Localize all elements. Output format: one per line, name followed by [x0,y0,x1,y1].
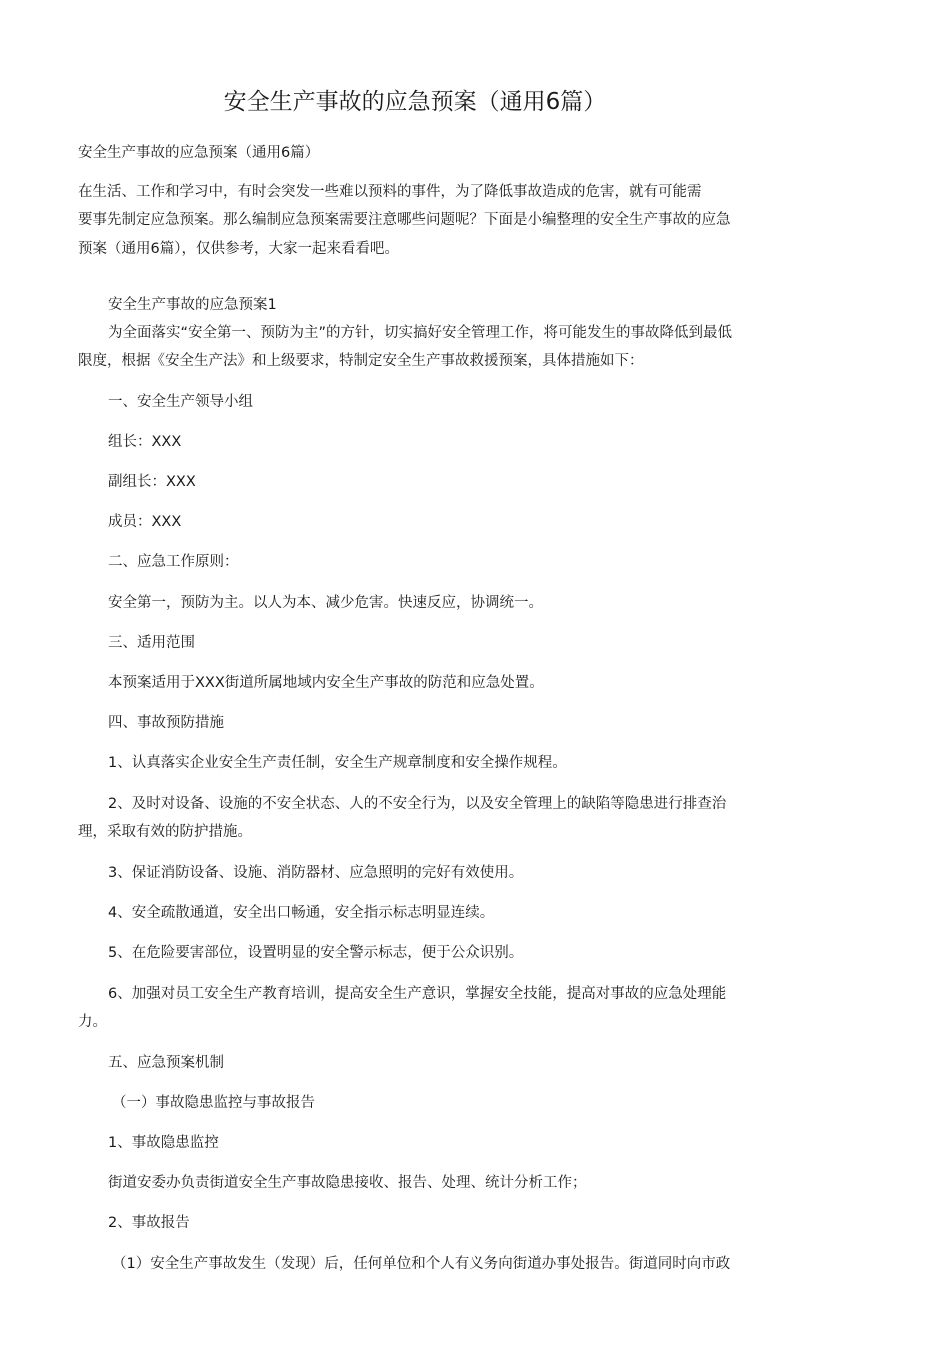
monitoring-text: 街道安委办负责街道安全生产事故隐患接收、报告、处理、统计分析工作； [108,1175,587,1191]
measure-6-line-1: 6、加强对员工安全生产教育培训，提高安全生产意识，掌握安全技能，提高对事故的应急处理能 [108,986,727,1002]
subheading-monitoring: （一）事故隐患监控与事故报告 [112,1095,315,1111]
heading-prevention: 四、事故预防措施 [108,715,224,731]
measure-2-line-2: 理，采取有效的防护措施。 [78,824,252,840]
item-monitoring: 1、事故隐患监控 [108,1135,219,1151]
intro-line-2: 要事先制定应急预案。那么编制应急预案需要注意哪些问题呢？下面是小编整理的安全生产事故的应急 [78,212,731,228]
measure-2-line-1: 2、及时对设备、设施的不安全状态、人的不安全行为，以及安全管理上的缺陷等隐患进行排查治 [108,796,727,812]
section-intro-line-1: 为全面落实“安全第一、预防为主”的方针，切实搞好安全管理工作，将可能发生的事故降低到最低 [108,325,733,341]
document-subtitle: 安全生产事故的应急预案（通用6篇） [78,145,320,161]
section-intro-line-2: 限度，根据《安全生产法》和上级要求，特制定安全生产事故救援预案，具体措施如下： [78,353,644,369]
principles-text: 安全第一，预防为主。以人为本、减少危害。快速反应，协调统一。 [108,595,543,611]
measure-3: 3、保证消防设备、设施、消防器材、应急照明的完好有效使用。 [108,865,524,881]
leader-line: 组长：XXX [108,434,182,450]
measure-6-line-2: 力。 [78,1014,107,1030]
intro-line-3: 预案（通用6篇），仅供参考，大家一起来看看吧。 [78,241,399,257]
measure-5: 5、在危险要害部位，设置明显的安全警示标志，便于公众识别。 [108,945,524,961]
item-report: 2、事故报告 [108,1215,190,1231]
measure-4: 4、安全疏散通道，安全出口畅通，安全指示标志明显连续。 [108,905,495,921]
scope-text: 本预案适用于XXX街道所属地域内安全生产事故的防范和应急处置。 [108,675,544,691]
section-heading: 安全生产事故的应急预案1 [108,297,277,313]
members-line: 成员：XXX [108,514,182,530]
document-title: 安全生产事故的应急预案（通用6篇） [223,89,607,115]
report-text: （1）安全生产事故发生（发现）后，任何单位和个人有义务向街道办事处报告。街道同时向市政 [112,1256,731,1272]
intro-line-1: 在生活、工作和学习中，有时会突发一些难以预料的事件，为了降低事故造成的危害，就有可能需 [78,184,702,200]
heading-leadership: 一、安全生产领导小组 [108,394,253,410]
heading-mechanism: 五、应急预案机制 [108,1055,224,1071]
heading-principles: 二、应急工作原则： [108,554,239,570]
measure-1: 1、认真落实企业安全生产责任制，安全生产规章制度和安全操作规程。 [108,755,567,771]
vice-leader-line: 副组长：XXX [108,474,196,490]
heading-scope: 三、适用范围 [108,635,195,651]
